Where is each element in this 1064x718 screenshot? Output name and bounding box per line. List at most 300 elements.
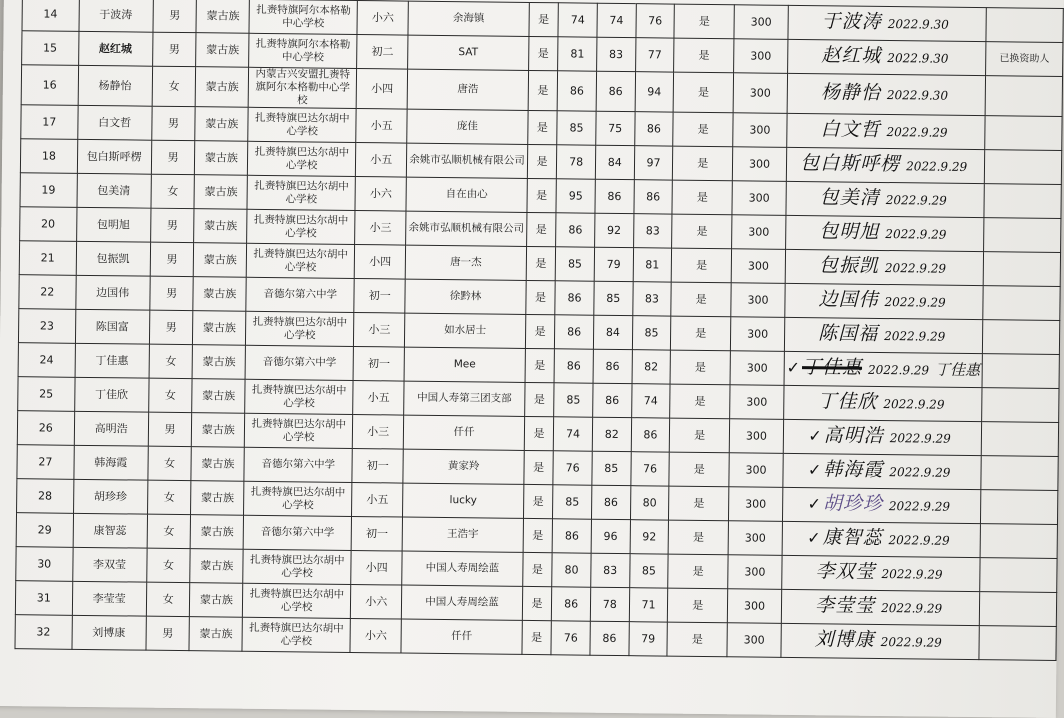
score-1: 76 [551,621,590,655]
student-school: 扎赉特旗巴达尔胡中心学校 [247,175,356,210]
aid-amount: 300 [727,623,781,658]
condition-flag: 是 [525,348,555,382]
student-grade: 初二 [357,35,408,70]
donor-name: 余姚市弘顺机械有限公司 [406,211,527,246]
student-school: 扎赉特旗巴达尔胡中心学校 [245,379,354,414]
signature-date: 2022.9.29 [886,193,947,208]
score-1: 86 [555,315,594,349]
signature-name: 包振凯 [819,254,879,277]
row-number: 26 [17,411,74,446]
student-ethnicity: 蒙古族 [192,413,245,448]
row-note [985,76,1062,117]
aid-amount: 300 [732,181,786,216]
signature-date: 2022.9.29 [885,261,946,276]
student-ethnicity: 蒙古族 [194,209,247,244]
donor-name: 王浩宇 [402,517,523,552]
student-ethnicity: 蒙古族 [193,345,246,380]
student-school: 扎赉特旗阿尔本格勒中心学校 [249,0,358,35]
signature-name: 丁佳欣 [817,390,877,413]
handwritten-signature [782,555,981,591]
student-ethnicity: 蒙古族 [195,141,248,176]
student-name: 胡珍珍 [73,479,148,514]
student-name: 赵红城 [78,31,153,66]
donor-name: 唐一杰 [405,245,526,280]
student-name: 李双莹 [72,547,147,582]
row-number: 30 [16,547,73,582]
student-grade: 小六 [357,1,408,36]
signature-date: 2022.9.29 [906,159,967,174]
handwritten-signature [781,623,980,659]
check-mark: ✓ [808,426,822,445]
student-ethnicity: 蒙古族 [194,175,247,210]
student-ethnicity: 蒙古族 [189,617,242,652]
signature-date: 2022.9.29 [881,567,942,582]
signature-date: 2022.9.29 [883,397,944,412]
score-1: 86 [556,213,595,247]
student-sex: 女 [148,446,192,480]
condition-flag: 是 [525,314,555,348]
student-school: 音德尔第六中学 [243,515,352,550]
student-grade: 小五 [356,109,407,144]
student-grade: 小六 [351,584,402,619]
score-1: 78 [557,145,596,179]
student-school: 扎赉特旗巴达尔胡中心学校 [244,481,353,516]
signature-date: 2022.9.30 [887,51,948,66]
student-grade: 小五 [352,482,403,517]
score-2: 85 [592,451,631,485]
aid-amount: 300 [731,249,785,284]
condition-flag: 是 [523,552,553,586]
row-number: 15 [22,31,79,66]
row-number: 31 [15,581,72,616]
score-2: 82 [592,417,631,451]
score-3: 83 [633,214,672,248]
score-1: 86 [557,71,596,111]
signature-date: 2022.9.29 [886,125,947,140]
donor-name: lucky [403,483,524,518]
student-ethnicity: 蒙古族 [193,311,246,346]
signature-date: 2022.9.29 [881,601,942,616]
student-sex: 女 [148,378,192,412]
signature-name: 赵红城 [821,44,881,67]
score-1: 86 [552,587,591,621]
check-mark: ✓ [807,528,821,547]
row-note [982,422,1059,457]
signature-date: 2022.9.29 [881,635,942,650]
score-2: 86 [593,383,632,417]
condition-flag: 是 [527,178,557,212]
signature-date: 2022.9.29 [868,363,929,378]
student-ethnicity: 蒙古族 [191,447,244,482]
row-note [982,354,1059,389]
student-aid-roster-table [14,0,1063,661]
condition-flag: 是 [524,382,554,416]
score-3: 86 [631,418,670,452]
score-3: 97 [634,146,673,180]
condition-flag: 是 [528,110,558,144]
signature-name: 包美清 [820,186,880,209]
student-grade: 小六 [355,177,406,212]
row-number: 21 [19,241,76,276]
handwritten-signature [782,487,981,523]
handwritten-signature [788,5,987,41]
student-name: 陈国富 [75,309,150,344]
signature-name: 包白斯呼楞 [800,152,900,175]
row-number: 28 [17,479,74,514]
score-1: 86 [555,281,594,315]
student-sex: 男 [150,276,194,310]
donor-name: 徐黔林 [405,279,526,314]
condition-flag: 是 [522,620,552,654]
signature-name: 高明浩 [824,424,884,447]
student-sex: 男 [153,0,197,33]
student-ethnicity: 蒙古族 [191,481,244,516]
aid-amount: 300 [729,453,783,488]
student-ethnicity: 蒙古族 [190,583,243,618]
score-1: 74 [558,3,597,37]
student-sex: 男 [151,140,195,174]
received-flag: 是 [674,4,734,39]
student-school: 扎赉特旗巴达尔胡中心学校 [244,413,353,448]
handwritten-signature [784,351,983,387]
score-2: 78 [590,587,629,621]
score-2: 92 [595,213,634,247]
score-3: 76 [630,452,669,486]
handwritten-signature [787,113,986,149]
aid-amount: 300 [730,385,784,420]
student-sex: 男 [152,106,196,140]
check-mark: ✓ [807,494,821,513]
signature-date: 2022.9.30 [888,17,949,32]
student-grade: 初一 [352,448,403,483]
aid-amount: 300 [734,39,788,74]
condition-flag: 是 [524,450,554,484]
donor-name: 自在由心 [406,177,527,212]
score-3: 81 [633,248,672,282]
condition-flag: 是 [527,144,557,178]
signature-date: 2022.9.29 [885,227,946,242]
row-number: 14 [22,0,79,31]
donor-name: 中国人寿第三团支部 [404,381,525,416]
donor-name: SAT [408,35,529,70]
donor-name: 仟仟 [401,619,522,654]
student-name: 白文哲 [77,105,152,140]
score-1: 85 [557,111,596,145]
student-school: 音德尔第六中学 [244,447,353,482]
student-sex: 女 [146,582,190,616]
aid-amount: 300 [733,113,787,148]
row-note: 已换资助人 [986,42,1063,77]
row-note [981,456,1058,491]
score-2: 85 [594,281,633,315]
signature-name: 边国伟 [818,288,878,311]
donor-name: Mee [404,347,525,382]
signature-name: 于波涛 [822,10,882,33]
student-school: 扎赉特旗巴达尔胡中心学校 [246,311,355,346]
score-1: 74 [554,417,593,451]
row-note [981,490,1058,525]
handwritten-signature [783,419,982,455]
handwritten-signature [785,215,984,251]
condition-flag: 是 [529,2,559,36]
student-school: 扎赉特旗巴达尔胡中心学校 [247,209,356,244]
score-1: 95 [556,179,595,213]
signature-name: 李莹莹 [815,594,875,617]
score-1: 85 [555,247,594,281]
student-grade: 小四 [356,69,407,110]
student-school: 扎赉特旗巴达尔胡中心学校 [243,549,352,584]
signature-name: 刘博康 [815,628,875,651]
received-flag: 是 [671,282,731,317]
received-flag: 是 [674,38,734,73]
donor-name: 中国人寿周绘蓝 [402,551,523,586]
received-flag: 是 [669,452,729,487]
row-note [984,184,1061,219]
student-sex: 男 [150,208,194,242]
signature-date: 2022.9.29 [890,431,951,446]
row-note [985,116,1062,151]
student-name: 康智蕊 [73,513,148,548]
score-3: 85 [629,554,668,588]
received-flag: 是 [671,316,731,351]
score-2: 86 [590,621,629,655]
score-3: 94 [635,72,674,112]
row-note [983,320,1060,355]
student-name: 边国伟 [75,275,150,310]
row-number: 25 [18,377,75,412]
student-grade: 小五 [356,143,407,178]
signature-name: 包明旭 [819,220,879,243]
donor-name: 黄家羚 [403,449,524,484]
score-3: 86 [634,180,673,214]
student-school: 音德尔第六中学 [246,277,355,312]
row-number: 20 [20,207,77,242]
student-name: 杨静怡 [78,65,153,106]
handwritten-signature [787,73,986,115]
signature-name: 康智蕊 [822,526,882,549]
student-school: 扎赉特旗巴达尔胡中心学校 [248,141,357,176]
student-sex: 女 [152,66,196,106]
score-2: 86 [595,179,634,213]
score-2: 83 [597,37,636,71]
row-number: 32 [15,615,72,650]
score-2: 96 [591,519,630,553]
score-3: 86 [634,112,673,146]
student-school: 扎赉特旗阿尔本格勒中心学校 [249,33,358,68]
received-flag: 是 [670,418,730,453]
student-name: 包白斯呼楞 [77,139,152,174]
donor-name: 如水居士 [405,313,526,348]
row-note [983,286,1060,321]
row-number: 27 [17,445,74,480]
student-name: 丁佳欣 [74,377,149,412]
score-3: 82 [632,350,671,384]
signature-name: 白文哲 [820,118,880,141]
signature-date: 2022.9.29 [889,499,950,514]
score-3: 79 [629,622,668,656]
received-flag: 是 [671,248,731,283]
condition-flag: 是 [526,280,556,314]
aid-amount: 300 [733,73,787,114]
score-1: 80 [552,553,591,587]
handwritten-signature [785,283,984,319]
score-2: 86 [596,71,635,111]
score-1: 81 [558,37,597,71]
received-flag: 是 [668,554,728,589]
signature-name: 陈国福 [818,322,878,345]
signature-date: 2022.9.29 [885,295,946,310]
score-3: 76 [636,4,675,38]
received-flag: 是 [672,214,732,249]
signature-extra-name: 丁佳惠 [935,361,980,380]
row-note [980,558,1057,593]
student-sex: 男 [152,32,196,66]
score-2: 74 [597,3,636,37]
aid-amount: 300 [731,283,785,318]
signature-name: 韩海霞 [823,458,883,481]
student-sex: 男 [150,242,194,276]
received-flag: 是 [670,350,730,385]
score-2: 75 [596,111,635,145]
student-grade: 初一 [351,516,402,551]
aid-amount: 300 [734,5,788,40]
student-grade: 小三 [353,414,404,449]
student-sex: 女 [151,174,195,208]
score-3: 83 [632,282,671,316]
student-grade: 小四 [355,244,406,279]
condition-flag: 是 [523,484,553,518]
condition-flag: 是 [524,416,554,450]
score-2: 86 [591,485,630,519]
student-ethnicity: 蒙古族 [190,549,243,584]
signature-name: 杨静怡 [821,81,881,104]
condition-flag: 是 [528,36,558,70]
student-grade: 初一 [353,346,404,381]
handwritten-signature [781,589,980,625]
row-note [979,626,1056,661]
row-note [986,8,1063,43]
student-grade: 小四 [351,550,402,585]
handwritten-signature [785,249,984,285]
donor-name: 庞佳 [407,109,528,144]
handwritten-signature [784,385,983,421]
received-flag: 是 [673,72,733,113]
check-mark: ✓ [808,460,822,479]
student-grade: 小五 [353,380,404,415]
received-flag: 是 [670,384,730,419]
signature-date: 2022.9.29 [889,465,950,480]
score-1: 85 [553,485,592,519]
condition-flag: 是 [522,586,552,620]
student-ethnicity: 蒙古族 [196,33,249,68]
student-sex: 男 [149,310,193,344]
row-number: 22 [19,275,76,310]
score-1: 86 [554,349,593,383]
handwritten-signature [782,521,981,557]
donor-name: 唐浩 [407,69,528,110]
row-number: 17 [21,105,78,140]
student-ethnicity: 蒙古族 [193,277,246,312]
received-flag: 是 [672,180,732,215]
student-sex: 男 [148,412,192,446]
check-mark: ✓ [787,358,801,377]
student-school: 扎赉特旗巴达尔胡中心学校 [248,107,357,142]
handwritten-signature [786,181,985,217]
student-sex: 女 [147,514,191,548]
handwritten-signature [784,317,983,353]
student-name: 包明旭 [76,207,151,242]
handwritten-signature [787,39,986,75]
row-number: 18 [20,139,77,174]
score-1: 86 [552,519,591,553]
handwritten-signature [783,453,982,489]
score-1: 76 [553,451,592,485]
aid-amount: 300 [729,419,783,454]
received-flag: 是 [667,622,727,657]
student-ethnicity: 蒙古族 [195,107,248,142]
score-3: 85 [632,316,671,350]
score-2: 83 [591,553,630,587]
aid-amount: 300 [732,215,786,250]
row-note [980,524,1057,559]
condition-flag: 是 [523,518,553,552]
student-school: 扎赉特旗巴达尔胡中心学校 [242,617,351,652]
donor-name: 余姚市弘顺机械有限公司 [407,143,528,178]
aid-amount: 300 [728,521,782,556]
donor-name: 余海镇 [408,1,529,36]
signature-date: 2022.9.29 [884,329,945,344]
roster-body [15,0,1063,660]
received-flag: 是 [669,486,729,521]
row-number: 23 [18,309,75,344]
row-note [982,388,1059,423]
student-name: 刘博康 [72,615,147,650]
score-3: 92 [630,520,669,554]
score-2: 86 [593,349,632,383]
student-name: 高明浩 [74,411,149,446]
score-3: 71 [629,588,668,622]
student-sex: 女 [146,548,190,582]
row-number: 24 [18,343,75,378]
signature-name: 胡珍珍 [823,492,883,515]
student-name: 于波涛 [79,0,154,32]
received-flag: 是 [668,588,728,623]
student-school: 扎赉特旗巴达尔胡中心学校 [246,243,355,278]
student-grade: 初一 [354,278,405,313]
student-ethnicity: 蒙古族 [196,67,249,108]
received-flag: 是 [673,146,733,181]
signature-date: 2022.9.29 [889,533,950,548]
student-grade: 小六 [350,618,401,653]
signature-date: 2022.9.30 [887,88,948,103]
score-2: 84 [595,145,634,179]
row-number: 16 [21,65,78,106]
row-note [984,252,1061,287]
score-3: 74 [631,384,670,418]
student-ethnicity: 蒙古族 [192,379,245,414]
score-1: 85 [554,383,593,417]
student-sex: 女 [147,480,191,514]
student-ethnicity: 蒙古族 [196,0,249,33]
row-note [980,592,1057,627]
student-sex: 男 [146,616,190,650]
received-flag: 是 [668,520,728,555]
student-school: 内蒙古兴安盟扎赉特旗阿尔本格勒中心学校 [248,67,357,108]
student-name: 丁佳惠 [75,343,150,378]
condition-flag: 是 [526,246,556,280]
student-sex: 女 [149,344,193,378]
score-3: 80 [630,486,669,520]
